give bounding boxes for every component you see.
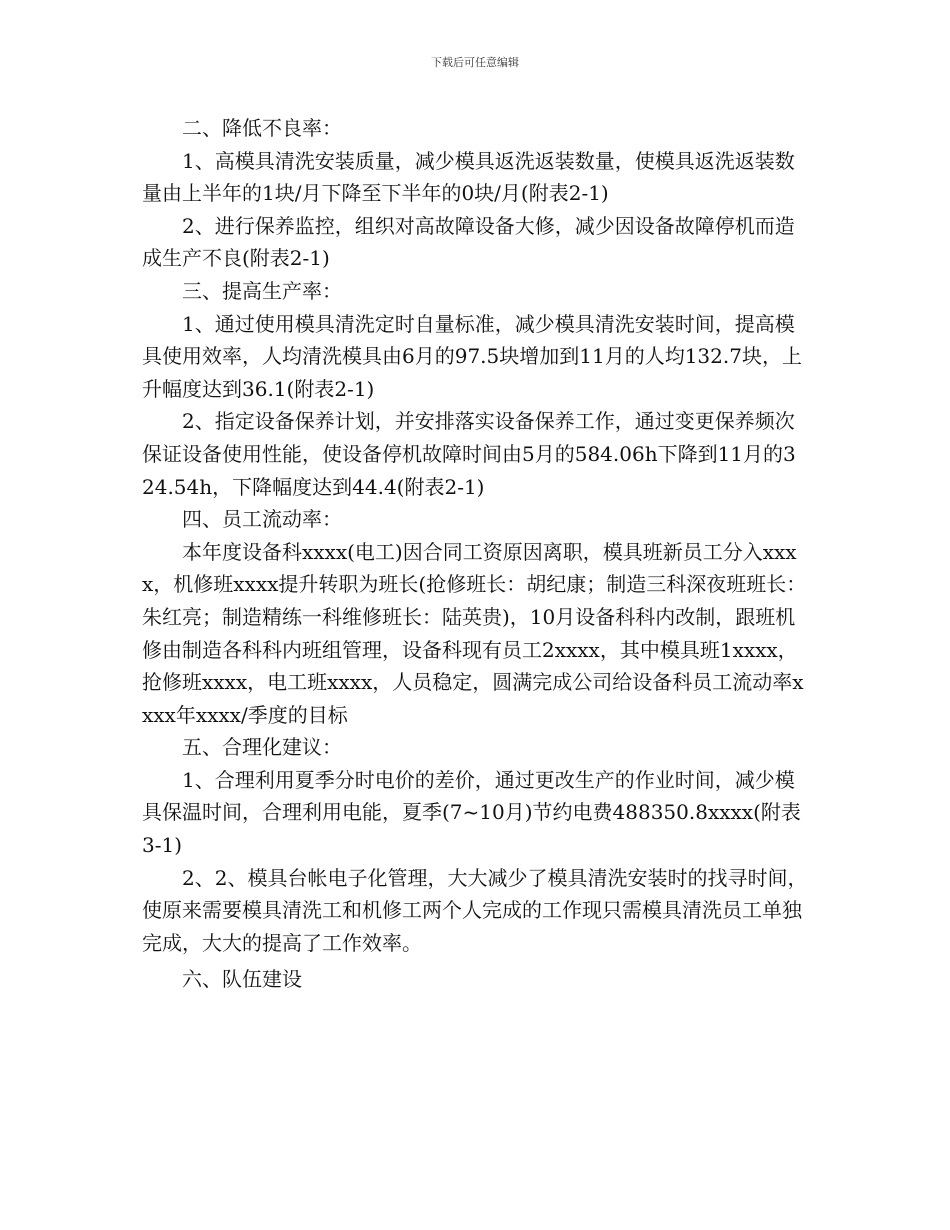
paragraph-suggestions-2: 2、2、模具台帐电子化管理，大大减少了模具清洗安装时的找寻时间，使原来需要模具清洗工和机修工两个人完成的工作现只需模具清洗员工单独完成，大大的提高了工作效率。 (142, 865, 808, 955)
section-heading-turnover: 四、员工流动率： (182, 507, 342, 532)
section-heading-reduce-defects: 二、降低不良率： (182, 116, 342, 140)
section-heading-productivity: 三、提高生产率： (182, 278, 342, 303)
section-heading-team-building: 六、队伍建设 (182, 967, 302, 992)
paragraph-productivity-1: 1、通过使用模具清洗定时自量标准，减少模具清洗安装时间，提高模具使用效率，人均清洗模具由6月的97.5块增加到11月的人均132.7块，上升幅度达到36.1(附表2-1) (142, 311, 802, 401)
section-heading-suggestions: 五、合理化建议： (182, 735, 342, 760)
paragraph-turnover-1: 本年度设备科xxxx(电工)因合同工资原因离职，模具班新员工分入xxxx，机修班xxxx提升转职为班长(抢修班长：胡纪康；制造三科深夜班班长：朱红亮；制造精练一科维修班长：陆英贵)，10月设备科科内改制，跟班机修由制造各科科内班组管理，设备科现有员工2xxxx，其中模具班1xxxx，抢修班xxxx，电工班xxxx，人员稳定，圆满完成公司给设备科员工流动率xxxx年xxxx/季度的目标 (142, 539, 807, 727)
paragraph-reduce-defects-1: 1、高模具清洗安装质量，减少模具返洗返装数量，使模具返洗返装数量由上半年的1块/月下降至下半年的0块/月(附表2-1) (142, 148, 795, 206)
paragraph-productivity-2: 2、指定设备保养计划，并安排落实设备保养工作，通过变更保养频次保证设备使用性能，使设备停机故障时间由5月的584.06h下降到11月的324.54h，下降幅度达到44.4(附表2-1) (142, 409, 796, 499)
paragraph-suggestions-1: 1、合理利用夏季分时电价的差价，通过更改生产的作业时间，减少模具保温时间，合理利用电能，夏季(7~10月)节约电费488350.8xxxx(附表3-1) (142, 767, 801, 858)
page-header: 下载后可任意编辑 (431, 56, 519, 69)
document-body (142, 112, 808, 996)
paragraph-reduce-defects-2: 2、进行保养监控，组织对高故障设备大修，减少因设备故障停机而造成生产不良(附表2-1) (142, 213, 795, 271)
